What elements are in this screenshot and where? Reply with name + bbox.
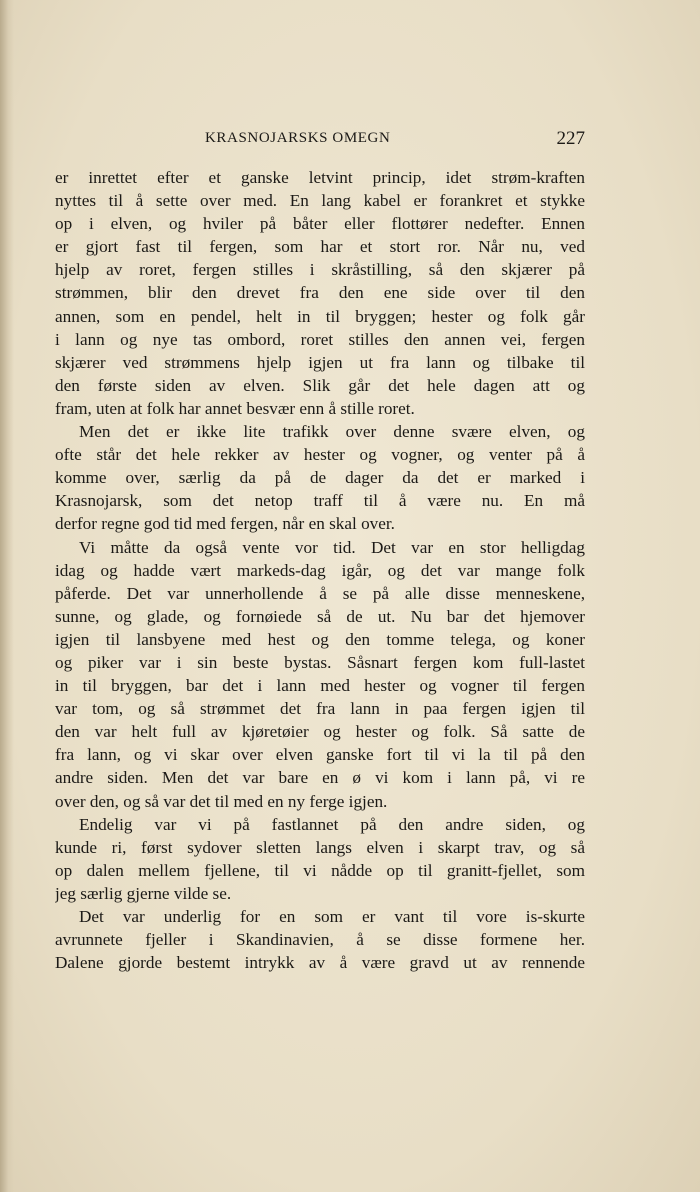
text-line: i lann og nye tas ombord, roret stilles den annen vei, fergen [55,329,585,349]
text-line: den var helt full av kjøretøier og hester og folk. Så satte de [55,722,585,742]
text-line: påferde. Det var unnerhollende å se på alle disse menneskene, [55,583,585,603]
page-header [55,128,585,154]
text-line: Krasnojarsk, som det netop traff til å være nu. En må [55,491,585,511]
text-line: over den, og så var det til med en ny ferge igjen. [55,791,388,811]
text-line: ofte står det hele rekker av hester og vogner, og venter på å [55,445,585,465]
text-line: Dalene gjorde bestemt intrykk av å være gravd ut av rennende [55,953,585,973]
text-line: sunne, og glade, og fornøiede så de ut. Nu bar det hjemover [55,606,585,626]
text-line: den første siden av elven. Slik går det hele dagen att og [55,375,585,395]
text-line: Det var underlig for en som er vant til vore is-skurte [79,907,585,926]
text-line: hjelp av roret, fergen stilles i skråstilling, så den skjærer på [55,260,585,280]
text-line: annen, som en pendel, helt in til bryggen; hester og folk går [55,306,585,326]
running-head: KRASNOJARSKS OMEGN [205,130,391,146]
text-line: strømmen, blir den drevet fra den ene side over til den [55,283,585,303]
text-line: er inrettet efter et ganske letvint princip, idet strøm-kraften [55,168,585,187]
page-number: 227 [556,128,585,149]
text-line: op i elven, og hviler på båter eller flottører nedefter. Ennen [55,214,585,234]
text-line: var tom, og så strømmet det fra lann in paa fergen igjen til [55,699,585,719]
binding-gutter-shadow [0,0,14,1192]
text-line: er gjort fast til fergen, som har et stort ror. Når nu, ved [55,237,585,257]
text-line: Vi måtte da også vente vor tid. Det var en stor helligdag [79,537,585,557]
text-line: igjen til lansbyene med hest og den tomme telega, og koner [55,629,585,649]
text-line: skjærer ved strømmens hjelp igjen ut fra lann og tilbake til [55,352,585,372]
text-line: in til bryggen, bar det i lann med hester og vogner til fergen [55,676,585,696]
text-line: derfor regne god tid med fergen, når en skal over. [55,514,395,534]
text-line: og piker var i sin beste bystas. Såsnart fergen kom full-lastet [55,652,585,672]
text-line: Endelig var vi på fastlannet på den andre siden, og [79,814,585,834]
text-line: kunde ri, først sydover sletten langs elven i skarpt trav, og så [55,837,585,857]
text-line: avrunnete fjeller i Skandinavien, å se disse formene her. [55,930,585,950]
text-line: idag og hadde vært markeds-dag igår, og det var mange folk [55,560,585,580]
text-line: fra lann, og vi skar over elven ganske fort til vi la til på den [55,745,585,765]
text-line: jeg særlig gjerne vilde se. [55,883,232,903]
text-line: komme over, særlig da på de dager da det er marked i [55,468,585,488]
text-line: nyttes til å sette over med. En lang kabel er forankret et stykke [55,191,585,211]
text-line: fram, uten at folk har annet besvær enn å stille roret. [55,398,415,418]
body-text [55,166,585,974]
text-line: andre siden. Men det var bare en ø vi kom i lann på, vi re [55,768,585,788]
text-line: op dalen mellem fjellene, til vi nådde op til granitt-fjellet, som [55,860,585,880]
text-line: Men det er ikke lite trafikk over denne svære elven, og [79,422,585,442]
